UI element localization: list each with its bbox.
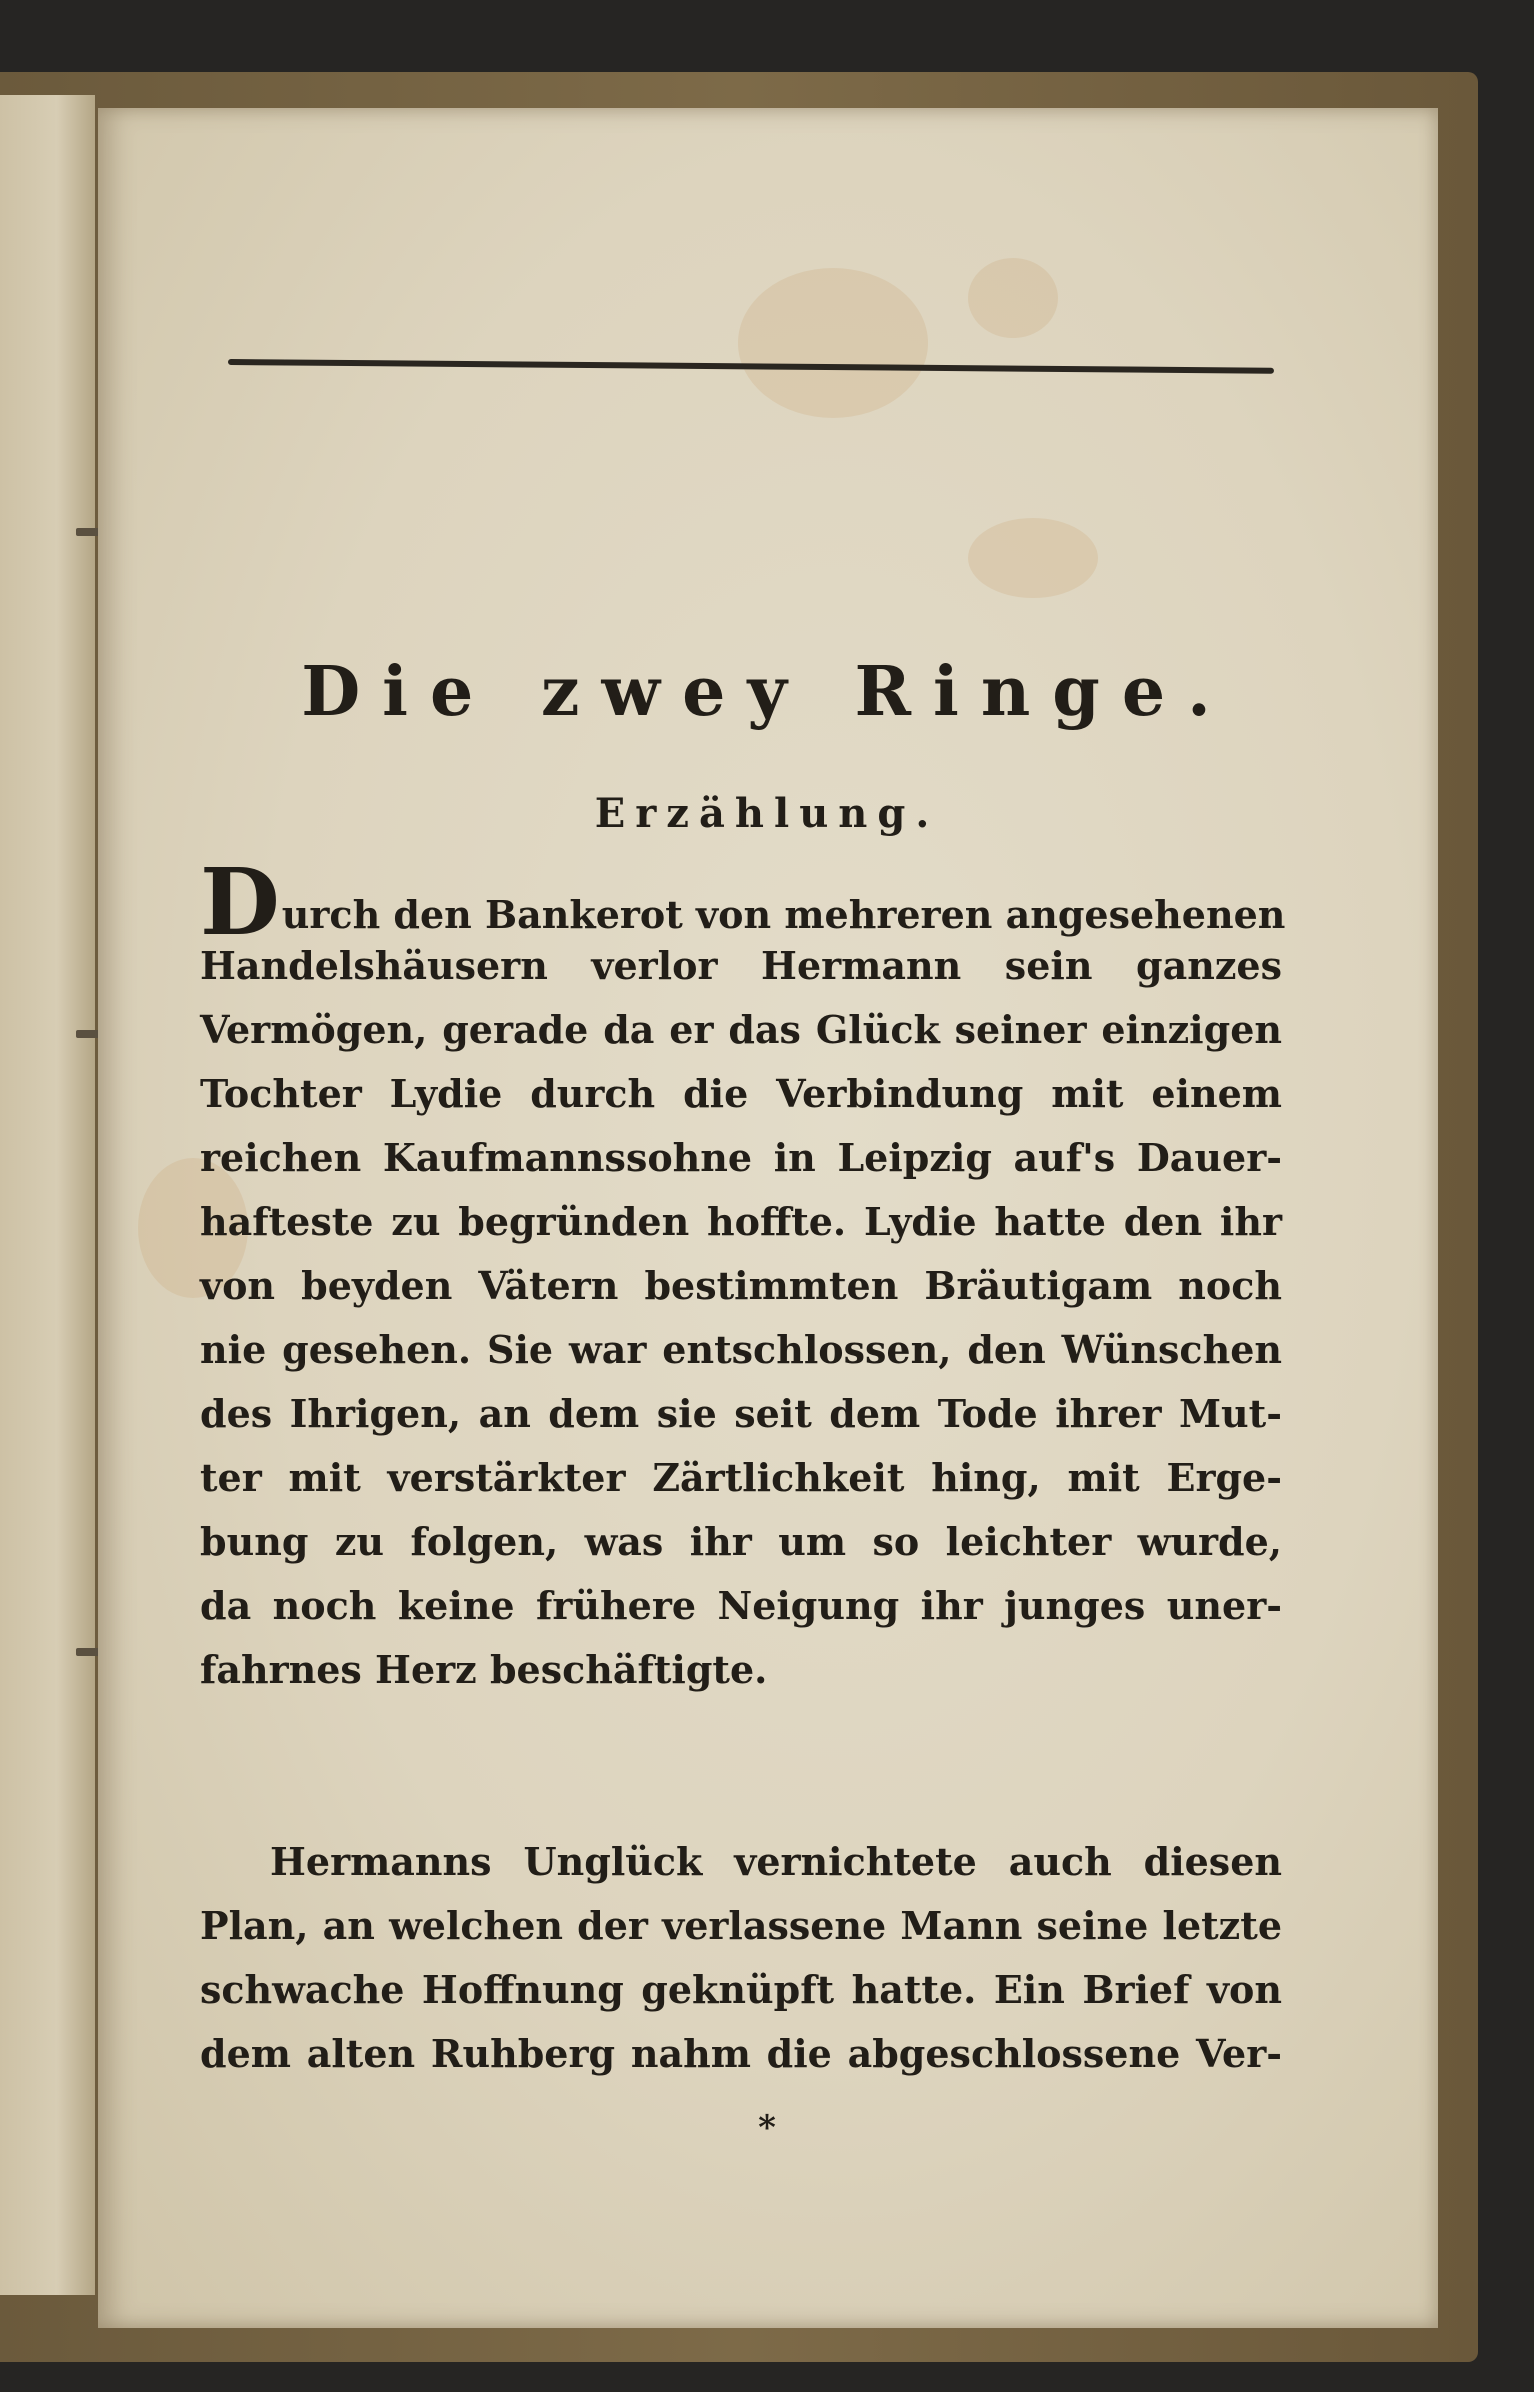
text-line: ter mit verstärkter Zärtlichkeit hing, mit Erge- — [200, 1455, 1282, 1500]
text-line: Durch den Bankerot von mehreren angesehenen — [200, 848, 1286, 956]
text-line: reichen Kaufmannssohne in Leipzig auf's Dauer- — [200, 1135, 1282, 1180]
paper-stain — [968, 258, 1058, 338]
text-line: Hermanns Unglück vernichtete auch diesen — [270, 1839, 1282, 1884]
text-line: Tochter Lydie durch die Verbindung mit einem — [200, 1071, 1282, 1116]
text-line: schwache Hoffnung geknüpft hatte. Ein Brief von — [200, 1967, 1282, 2012]
left-page-edge — [0, 95, 95, 2295]
paper-stain — [968, 518, 1098, 598]
signature-mark: * — [758, 2108, 776, 2148]
text-line: Plan, an welchen der verlassene Mann seine letzte — [200, 1903, 1282, 1948]
text-line: des Ihrigen, an dem sie seit dem Tode ihrer Mut- — [200, 1391, 1282, 1436]
text-line: Vermögen, gerade da er das Glück seiner einzigen — [200, 1007, 1282, 1052]
story-subtitle: Erzählung. — [594, 790, 940, 837]
paper-stain — [738, 268, 928, 418]
drop-cap: D — [200, 848, 280, 956]
paragraph-1 — [200, 848, 1286, 1702]
text-line: hafteste zu begründen hoffte. Lydie hatte den ihr — [200, 1199, 1282, 1244]
text-line: nie gesehen. Sie war entschlossen, den Wünschen — [200, 1327, 1282, 1372]
text-line: von beyden Vätern bestimmten Bräutigam noch — [200, 1263, 1282, 1308]
story-title: Die zwey Ringe. — [301, 652, 1233, 732]
paragraph-2 — [200, 1830, 1282, 2086]
text-line: dem alten Ruhberg nahm die abgeschlossene Ver- — [200, 2031, 1282, 2076]
text-line: fahrnes Herz beschäftigte. — [200, 1647, 768, 1692]
text-line: da noch keine frühere Neigung ihr junges uner- — [200, 1583, 1282, 1628]
text-line: Handelshäusern verlor Hermann sein ganzes — [200, 943, 1282, 988]
text-line: bung zu folgen, was ihr um so leichter wurde, — [200, 1519, 1282, 1564]
